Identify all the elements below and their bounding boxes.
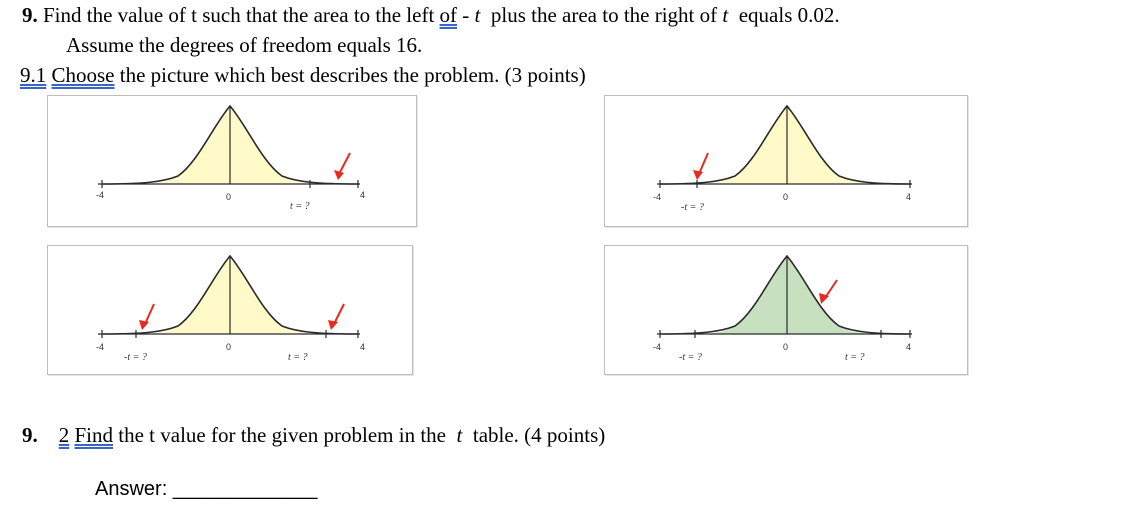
part2-number: 9. bbox=[22, 423, 38, 447]
tick-4: 4 bbox=[360, 190, 366, 200]
part2-t: t bbox=[456, 423, 463, 447]
part1-number: 9.1 bbox=[20, 63, 47, 87]
tick-0: 0 bbox=[783, 342, 789, 352]
t-distribution-plot-2 bbox=[605, 96, 967, 226]
t-label: t = ? bbox=[290, 201, 310, 212]
neg-t-label: -t = ? bbox=[681, 202, 704, 213]
part1-prompt bbox=[20, 63, 586, 87]
part2-text-b: table. (4 points) bbox=[472, 423, 606, 447]
t-distribution-plot-3 bbox=[48, 246, 412, 374]
choice-picture-1[interactable] bbox=[47, 95, 417, 227]
tick-4: 4 bbox=[906, 192, 912, 202]
tick-neg4: -4 bbox=[653, 192, 662, 202]
choice-picture-3[interactable] bbox=[47, 245, 413, 375]
t-label: t = ? bbox=[288, 352, 308, 363]
question-line-2: Assume the degrees of freedom equals 16. bbox=[66, 33, 423, 57]
neg-t-label: -t = ? bbox=[679, 352, 702, 363]
question-t: t bbox=[722, 3, 729, 27]
t-label: t = ? bbox=[845, 352, 865, 363]
part2-number2: 2 bbox=[58, 423, 70, 447]
choice-picture-4[interactable] bbox=[604, 245, 968, 375]
tick-0: 0 bbox=[226, 342, 232, 352]
question-text-b: plus the area to the right of bbox=[490, 3, 718, 27]
answer-label: Answer: bbox=[95, 478, 168, 500]
part1-text: the picture which best describes the problem. (3 points) bbox=[119, 63, 586, 87]
t-distribution-plot-4 bbox=[605, 246, 967, 374]
question-neg-t: - t bbox=[462, 3, 481, 27]
question-text-a: Find the value of t such that the area to the left bbox=[43, 3, 435, 27]
t-distribution-plot-1 bbox=[48, 96, 416, 226]
question-of: of bbox=[439, 3, 458, 27]
tick-4: 4 bbox=[360, 342, 366, 352]
choice-picture-2[interactable] bbox=[604, 95, 968, 227]
neg-t-label: -t = ? bbox=[124, 352, 147, 363]
answer-blank[interactable]: _____________ bbox=[172, 478, 318, 500]
part2-find: Find bbox=[74, 423, 114, 447]
part2-text-a: the t value for the given problem in the bbox=[118, 423, 447, 447]
tick-0: 0 bbox=[783, 192, 789, 202]
answer-row bbox=[95, 478, 317, 501]
tick-neg4: -4 bbox=[96, 190, 105, 200]
tick-4: 4 bbox=[906, 342, 912, 352]
question-number: 9. bbox=[22, 3, 38, 27]
tick-0: 0 bbox=[226, 192, 232, 202]
part1-choose: Choose bbox=[51, 63, 115, 87]
question-text-c: equals 0.02. bbox=[738, 3, 840, 27]
part2-prompt bbox=[22, 423, 605, 447]
tick-neg4: -4 bbox=[96, 342, 105, 352]
tick-neg4: -4 bbox=[653, 342, 662, 352]
question-line-1 bbox=[22, 3, 840, 27]
